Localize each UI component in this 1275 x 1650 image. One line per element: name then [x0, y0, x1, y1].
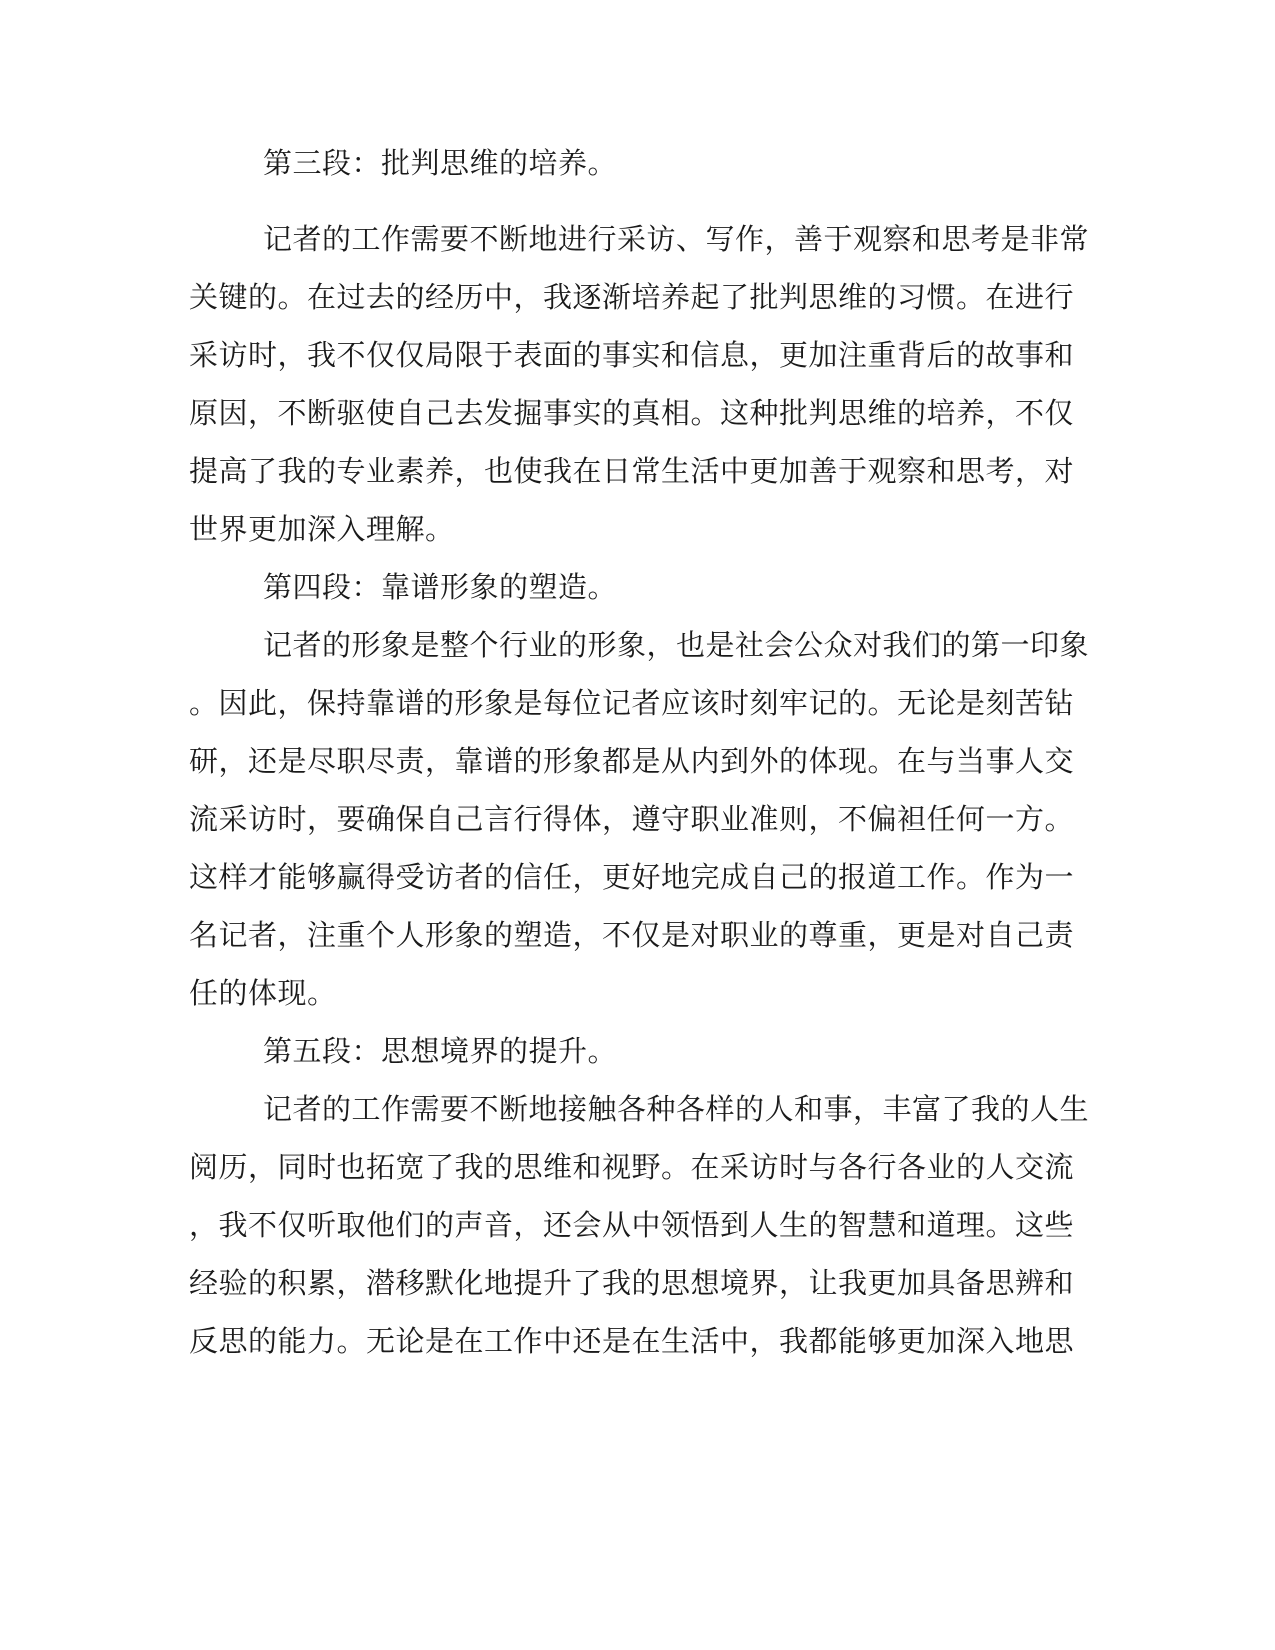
paragraph-line: 研，还是尽职尽责，靠谱的形象都是从内到外的体现。在与当事人交 — [189, 744, 1075, 778]
paragraph-line: 世界更加深入理解。 — [189, 512, 455, 546]
paragraph-line: 记者的形象是整个行业的形象，也是社会公众对我们的第一印象 — [263, 628, 1090, 662]
paragraph-line: 采访时，我不仅仅局限于表面的事实和信息，更加注重背后的故事和 — [189, 338, 1075, 372]
paragraph-line: 提高了我的专业素养，也使我在日常生活中更加善于观察和思考，对 — [189, 454, 1075, 488]
paragraph-line: 。因此，保持靠谱的形象是每位记者应该时刻牢记的。无论是刻苦钻 — [189, 686, 1075, 720]
paragraph-line: 阅历，同时也拓宽了我的思维和视野。在采访时与各行各业的人交流 — [189, 1150, 1075, 1184]
paragraph-line: 流采访时，要确保自己言行得体，遵守职业准则，不偏袒任何一方。 — [189, 802, 1075, 836]
paragraph-line: ，我不仅听取他们的声音，还会从中领悟到人生的智慧和道理。这些 — [189, 1208, 1075, 1242]
paragraph-line: 关键的。在过去的经历中，我逐渐培养起了批判思维的习惯。在进行 — [189, 280, 1075, 314]
paragraph-line: 反思的能力。无论是在工作中还是在生活中，我都能够更加深入地思 — [189, 1324, 1075, 1358]
section-heading-4: 第四段：靠谱形象的塑造。 — [263, 570, 618, 604]
paragraph-line: 任的体现。 — [189, 976, 337, 1010]
paragraph-line: 记者的工作需要不断地接触各种各样的人和事，丰富了我的人生 — [263, 1092, 1090, 1126]
paragraph-line: 记者的工作需要不断地进行采访、写作，善于观察和思考是非常 — [263, 222, 1090, 256]
paragraph-line: 名记者，注重个人形象的塑造，不仅是对职业的尊重，更是对自己责 — [189, 918, 1075, 952]
paragraph-line: 原因，不断驱使自己去发掘事实的真相。这种批判思维的培养，不仅 — [189, 396, 1075, 430]
paragraph-line: 经验的积累，潜移默化地提升了我的思想境界，让我更加具备思辨和 — [189, 1266, 1075, 1300]
section-heading-5: 第五段：思想境界的提升。 — [263, 1034, 618, 1068]
paragraph-line: 这样才能够赢得受访者的信任，更好地完成自己的报道工作。作为一 — [189, 860, 1075, 894]
section-heading-3: 第三段：批判思维的培养。 — [263, 146, 618, 180]
